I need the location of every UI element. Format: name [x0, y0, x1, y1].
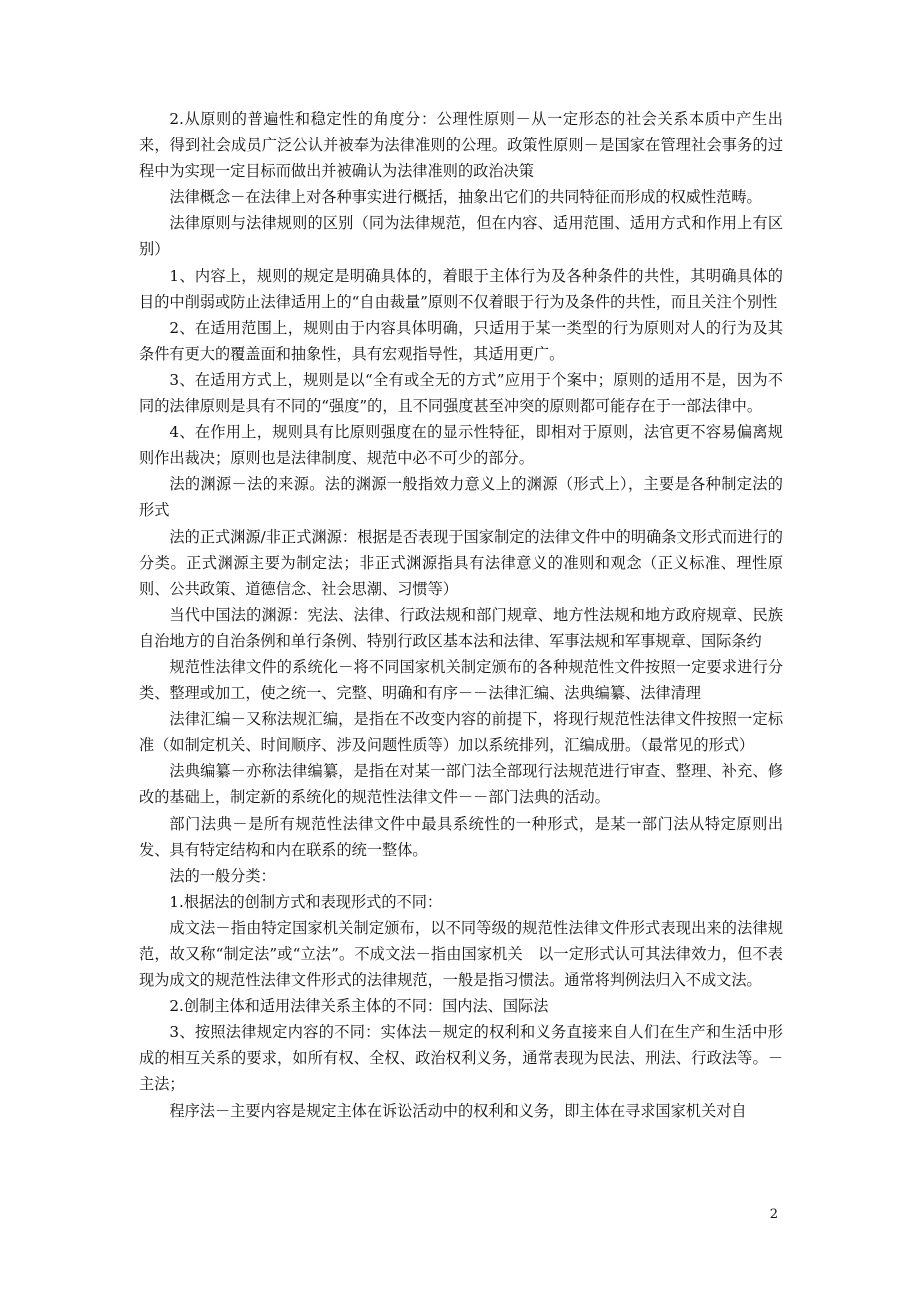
page-number: 2 — [769, 1207, 778, 1222]
paragraph-written-unwritten-law: 成文法－指由特定国家机关制定颁布，以不同等级的规范性法律文件形式表现出来的法律规范，故又称“制定法”或“立法”。不成文法－指由国家机关 以一定形式认可其法律效力，但不表现为成文的规范性法律文件形式的法律规范，一般是指习惯法。通常将判例法归入不成文法。 — [139, 918, 783, 990]
document-body — [139, 106, 783, 1124]
paragraph-department-code: 部门法典－是所有规范性法律文件中最具系统性的一种形式，是某一部门法从特定原则出发、具有特定结构和内在联系的统一整体。 — [139, 814, 783, 859]
paragraph-sources-of-law: 法的渊源－法的来源。法的渊源一般指效力意义上的渊源（形式上），主要是各种制定法的形式 — [139, 475, 783, 520]
paragraph-classification-1: 1.根据法的创制方式和表现形式的不同： — [169, 892, 443, 911]
paragraph-difference-function: 4、在作用上，规则具有比原则强度在的显示性特征，即相对于原则，法官更不容易偏离规则作出裁决；原则也是法律制度、规范中必不可少的部分。 — [139, 423, 783, 468]
paragraph-principle-classification: 2.从原则的普遍性和稳定性的角度分：公理性原则－从一定形态的社会关系本质中产生出来，得到社会成员广泛公认并被奉为法律准则的公理。政策性原则－是国家在管理社会事务的过程中为实现一定目标而做出并被确认为法律准则的政治决策 — [139, 110, 783, 181]
paragraph-systematization: 规范性法律文件的系统化－将不同国家机关制定颁布的各种规范性文件按照一定要求进行分类、整理或加工，使之统一、完整、明确和有序－－法律汇编、法典编纂、法律清理 — [139, 657, 783, 703]
paragraph-classification-2: 2.创制主体和适用法律关系主体的不同：国内法、国际法 — [169, 997, 549, 1016]
paragraph-formal-informal-sources: 法的正式渊源/非正式渊源：根据是否表现于国家制定的法律文件中的明确条文形式而进行的分类。正式渊源主要为制定法；非正式渊源指具有法律意义的准则和观念（正义标准、理性原则、公共政策、道德信念、社会思潮、习惯等） — [139, 527, 783, 598]
paragraph-classification-3: 3、按照法律规定内容的不同：实体法－规定的权利和义务直接来自人们在生产和生活中形成的相互关系的要求，如所有权、全权、政治权利义务，通常表现为民法、刑法、行政法等。－主法； — [139, 1023, 783, 1094]
paragraph-chinese-law-sources: 当代中国法的渊源：宪法、法律、行政法规和部门规章、地方性法规和地方政府规章、民族自治地方的自治条例和单行条例、特别行政区基本法和法律、军事法规和军事规章、国际条约 — [139, 605, 783, 650]
paragraph-principle-vs-rule: 法律原则与法律规则的区别（同为法律规范，但在内容、适用范围、适用方式和作用上有区别） — [139, 214, 783, 259]
paragraph-codification: 法典编纂－亦称法律编纂，是指在对某一部门法全部现行法规范进行审查、整理、补充、修改的基础上，制定新的系统化的规范性法律文件－－部门法典的活动。 — [139, 762, 783, 807]
paragraph-difference-application: 3、在适用方式上，规则是以“全有或全无的方式”应用于个案中；原则的适用不是，因为不同的法律原则是具有不同的“强度”的，且不同强度甚至冲突的原则都可能存在于一部法律中。 — [139, 370, 783, 416]
paragraph-procedural-law: 程序法－主要内容是规定主体在诉讼活动中的权利和义务，即主体在寻求国家机关对自 — [169, 1101, 747, 1120]
paragraph-difference-scope: 2、在适用范围上，规则由于内容具体明确，只适用于某一类型的行为原则对人的行为及其条件有更大的覆盖面和抽象性，具有宏观指导性，其适用更广。 — [139, 318, 783, 363]
paragraph-legal-concept: 法律概念－在法律上对各种事实进行概括，抽象出它们的共同特征而形成的权威性范畴。 — [169, 188, 762, 207]
paragraph-difference-content: 1、内容上，规则的规定是明确具体的，着眼于主体行为及各种条件的共性，其明确具体的目的中削弱或防止法律适用上的“自由裁量”原则不仅着眼于行为及条件的共性，而且关注个别性 — [139, 266, 783, 311]
paragraph-general-classification: 法的一般分类： — [169, 866, 276, 885]
paragraph-legal-compilation: 法律汇编－又称法规汇编，是指在不改变内容的前提下，将现行规范性法律文件按照一定标准（如制定机关、时间顺序、涉及问题性质等）加以系统排列，汇编成册。（最常见的形式） — [139, 710, 783, 755]
